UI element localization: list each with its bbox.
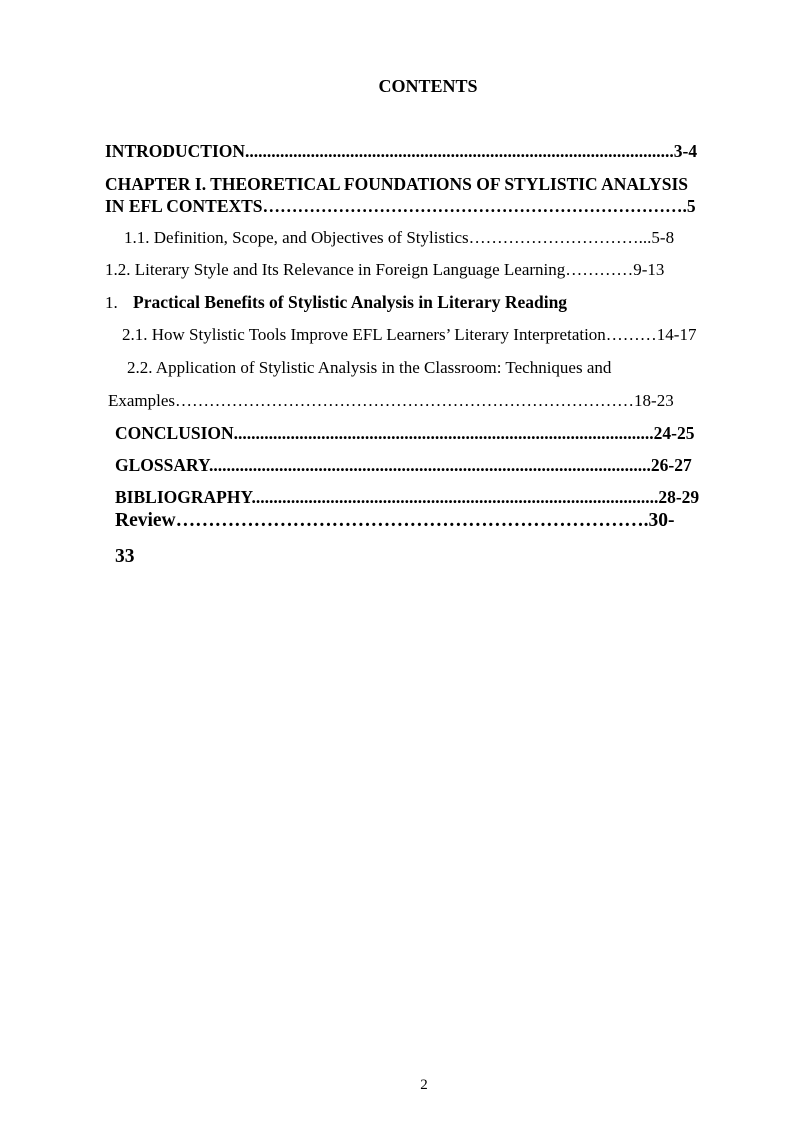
toc-entry-section-1-1: 1.1. Definition, Scope, and Objectives of Stylistics…………………………...5-8	[124, 228, 675, 247]
page-number: 2	[420, 1077, 428, 1093]
toc-entry-glossary: GLOSSARY.....................................................................................................26-27	[115, 455, 692, 475]
toc-entry-bibliography: BIBLIOGRAPHY.............................................................................................28-29	[115, 487, 700, 507]
toc-entry-section-2-2-continued: Examples………………………………………………………………………18-23	[108, 391, 674, 410]
contents-title: CONTENTS	[378, 76, 478, 96]
toc-entry-number: 1.	[105, 293, 118, 312]
toc-entry-introduction: INTRODUCTION..................................................................................................3-4	[105, 141, 698, 161]
toc-entry-section-2-1: 2.1. How Stylistic Tools Improve EFL Learners’ Literary Interpretation………14-17	[122, 325, 697, 344]
toc-entry-chapter-1-continued: IN EFL CONTEXTS……………………………………………………………….5	[105, 196, 696, 216]
toc-entry-section-1-2: 1.2. Literary Style and Its Relevance in Foreign Language Learning…………9-13	[105, 260, 665, 279]
toc-entry-review: Review……………………………………………………………….30-	[115, 510, 675, 531]
toc-entry-chapter-2: Practical Benefits of Stylistic Analysis in Literary Reading	[133, 292, 568, 312]
toc-entry-section-2-2: 2.2. Application of Stylistic Analysis in the Classroom: Techniques and	[127, 358, 612, 377]
toc-entry-review-continued: 33	[115, 546, 135, 567]
toc-entry-chapter-1: CHAPTER I. THEORETICAL FOUNDATIONS OF STYLISTIC ANALYSIS	[105, 174, 689, 194]
toc-entry-conclusion: CONCLUSION................................................................................................24-25	[115, 423, 695, 443]
